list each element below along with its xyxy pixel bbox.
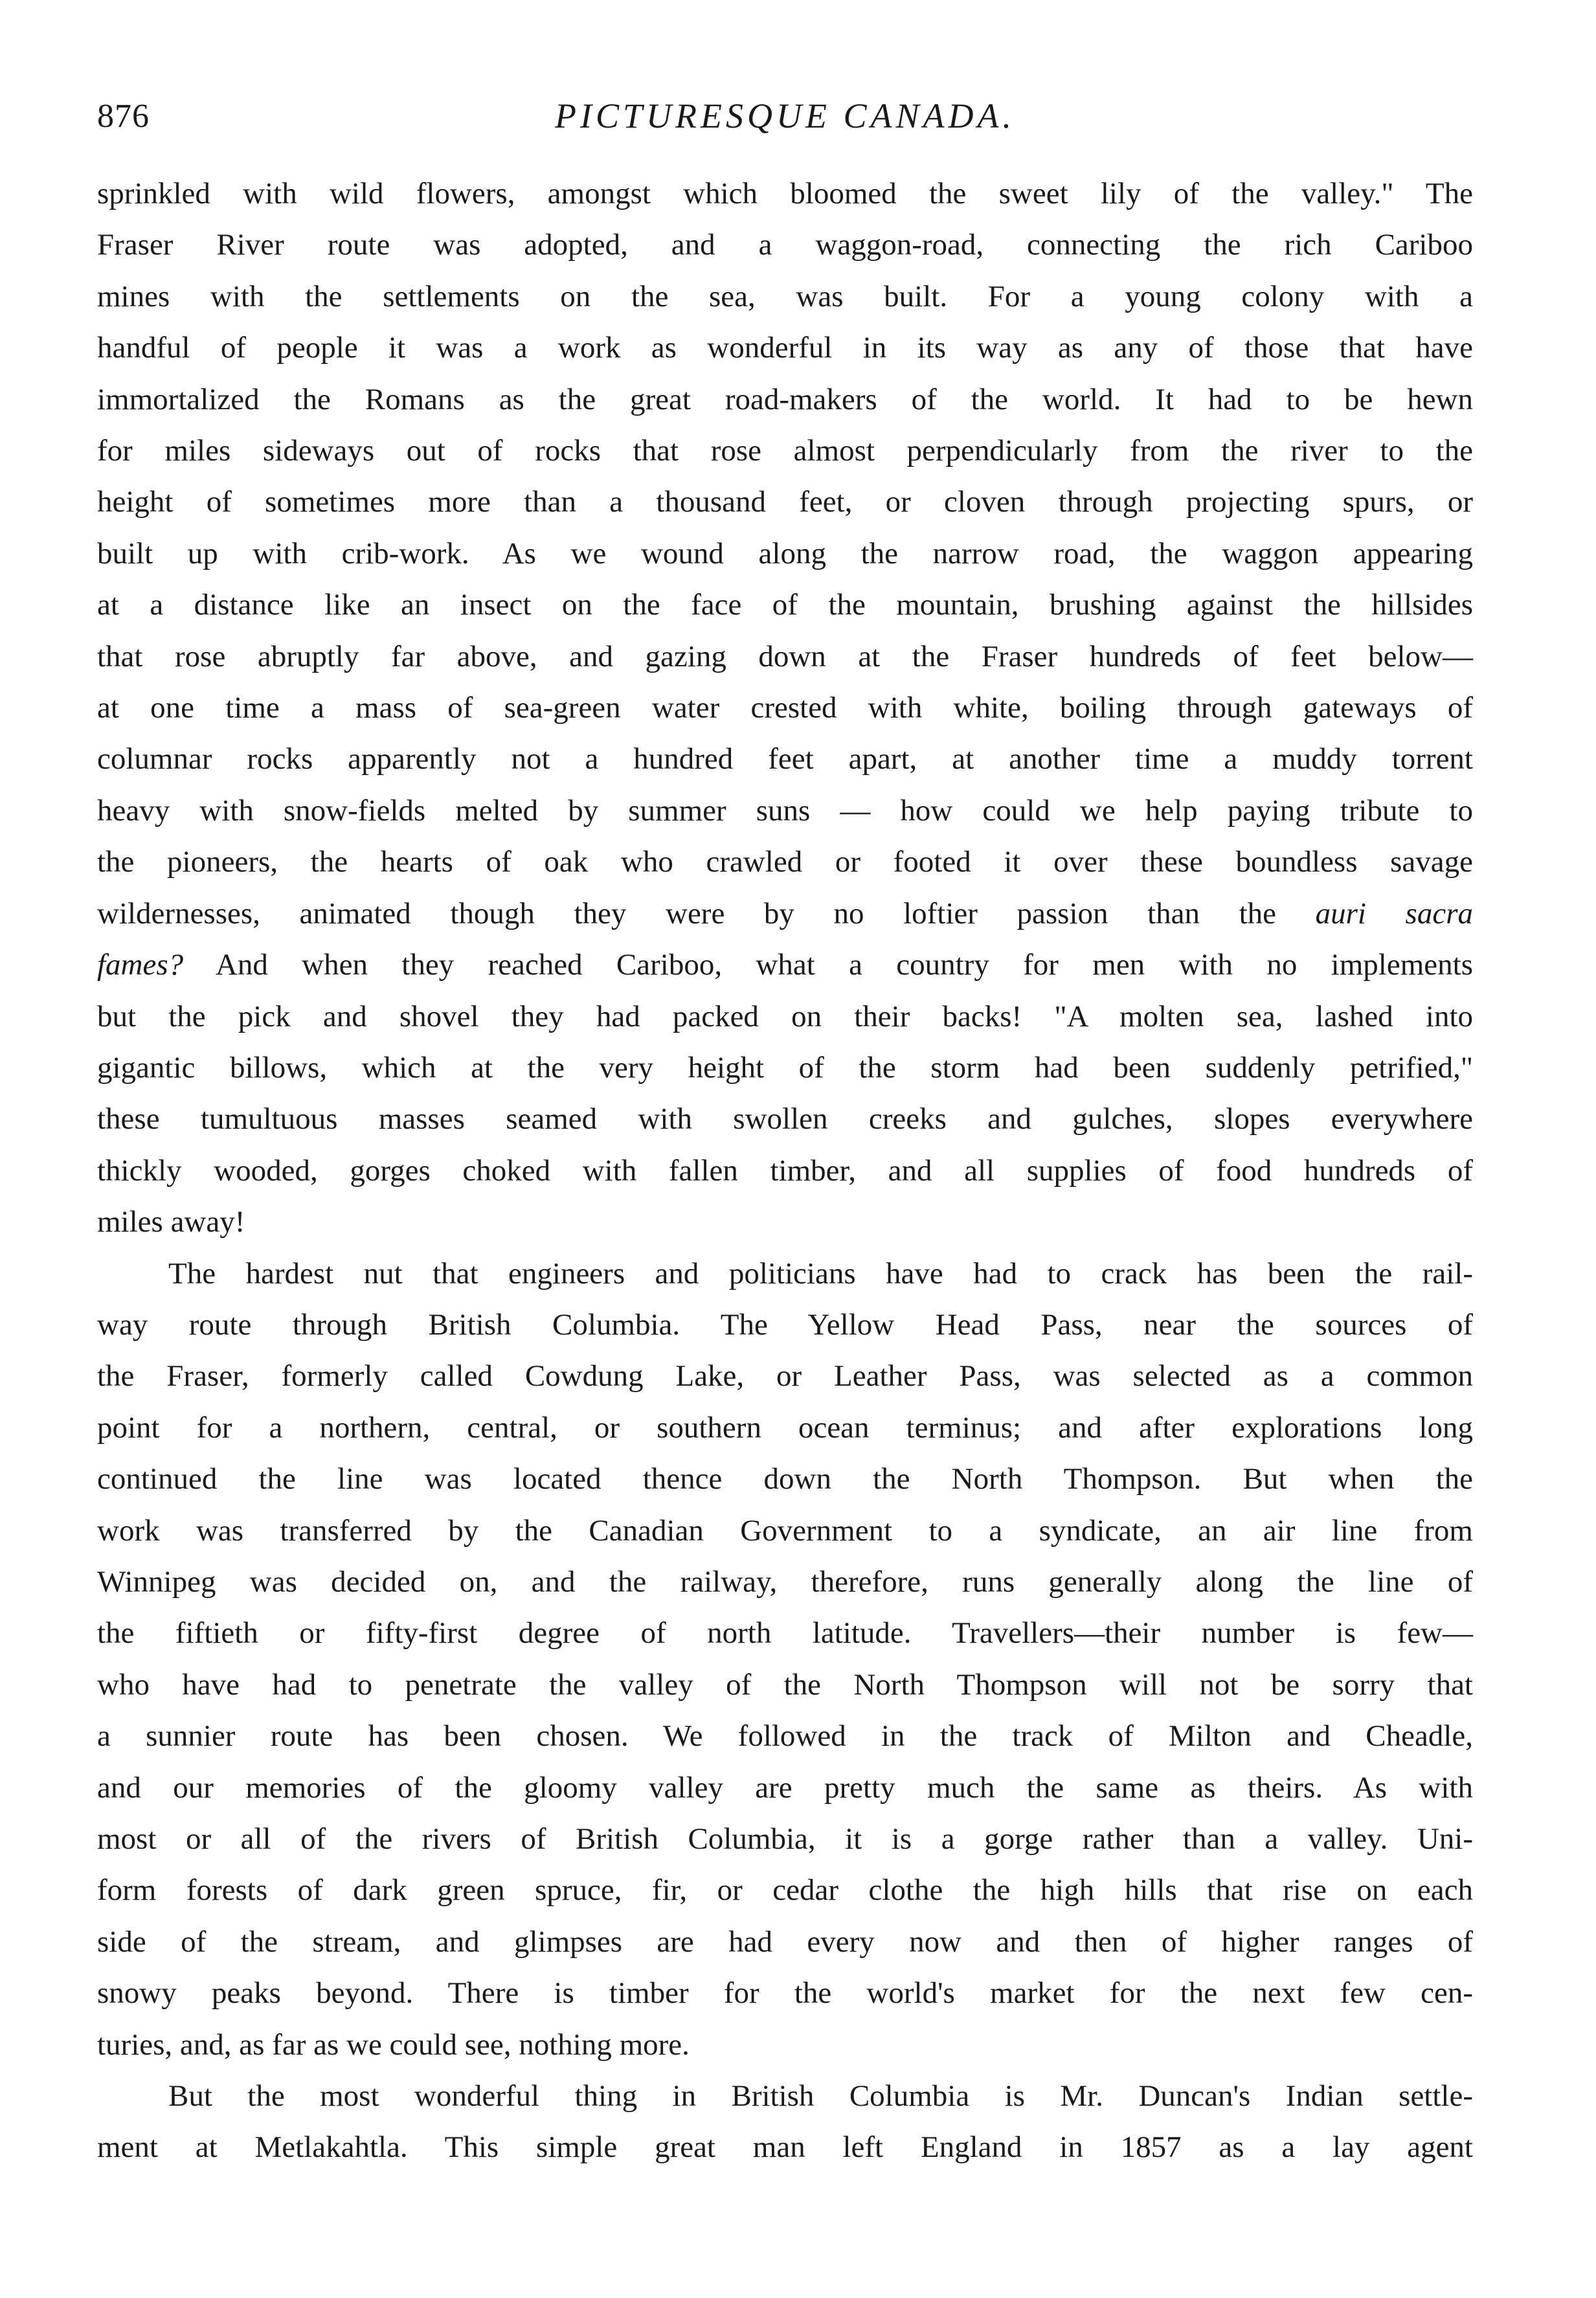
text-line: height of sometimes more than a thousand feet, or cloven through projecting spurs, or: [97, 485, 1473, 519]
paragraph-1: [97, 168, 1473, 1248]
text-line: that rose abruptly far above, and gazing down at the Fraser hundreds of feet below—: [97, 639, 1473, 673]
text-line: who have had to penetrate the valley of the North Thompson will not be sorry that: [97, 1667, 1473, 1702]
text-line: work was transferred by the Canadian Government to a syndicate, an air line from: [97, 1513, 1473, 1548]
text-line: a sunnier route has been chosen. We followed in the track of Milton and Cheadle,: [97, 1719, 1473, 1753]
body-text: [97, 168, 1473, 2174]
paragraph-2: [97, 1248, 1473, 2071]
running-title: PICTURESQUE CANADA.: [555, 96, 1015, 135]
text-line: columnar rocks apparently not a hundred feet apart, at another time a muddy torrent: [97, 742, 1473, 776]
text-line: side of the stream, and glimpses are had every now and then of higher ranges of: [97, 1924, 1473, 1959]
text-line: continued the line was located thence down the North Thompson. But when the: [97, 1462, 1473, 1496]
text-line: at a distance like an insect on the face of the mountain, brushing against the hillsides: [97, 588, 1473, 622]
text-line: and our memories of the gloomy valley are pretty much the same as theirs. As with: [97, 1770, 1473, 1805]
text-line: snowy peaks beyond. There is timber for the world's market for the next few cen-: [97, 1976, 1473, 2011]
page-number: 876: [97, 98, 150, 135]
text-line: the Fraser, formerly called Cowdung Lake, or Leather Pass, was selected as a common: [97, 1359, 1473, 1393]
text-line: immortalized the Romans as the great road-makers of the world. It had to be hewn: [97, 382, 1473, 416]
text-line: turies, and, as far as we could see, nothing more.: [97, 2027, 690, 2062]
text-line: most or all of the rivers of British Columbia, it is a gorge rather than a valley. Uni-: [97, 1822, 1473, 1856]
text-line: handful of people it was a work as wonderful in its way as any of those that have: [97, 331, 1473, 365]
text-line: miles away!: [97, 1205, 245, 1239]
line-text: And when they reached Cariboo, what a country for men with no implements: [215, 948, 1473, 982]
text-line: the fiftieth or fifty-first degree of north latitude. Travellers—their number is few—: [97, 1616, 1473, 1650]
line-text: wildernesses, animated though they were by no loftier passion than the: [97, 896, 1277, 930]
text-line: Fraser River route was adopted, and a waggon-road, connecting the rich Cariboo: [97, 228, 1473, 262]
text-line: heavy with snow-fields melted by summer suns — how could we help paying tribute to: [97, 793, 1473, 828]
text-line: gigantic billows, which at the very height of the storm had been suddenly petrified,": [97, 1050, 1473, 1085]
text-line: the pioneers, the hearts of oak who crawled or footed it over these boundless savage: [97, 845, 1473, 879]
text-line: But the most wonderful thing in British Columbia is Mr. Duncan's Indian settle-: [168, 2079, 1473, 2113]
text-line: at one time a mass of sea-green water crested with white, boiling through gateways of: [97, 691, 1473, 725]
text-line: mines with the settlements on the sea, was built. For a young colony with a: [97, 279, 1473, 313]
text-line: point for a northern, central, or southern ocean terminus; and after explorations long: [97, 1410, 1473, 1445]
text-line: but the pick and shovel they had packed on their backs! "A molten sea, lashed into: [97, 999, 1473, 1033]
italic-phrase: fames?: [97, 948, 184, 982]
text-line: thickly wooded, gorges choked with fallen timber, and all supplies of food hundreds of: [97, 1153, 1473, 1188]
text-line-with-italic: [97, 888, 1473, 940]
text-line: form forests of dark green spruce, fir, or cedar clothe the high hills that rise on each: [97, 1873, 1473, 1908]
running-head: [97, 84, 1473, 142]
paragraph-3: [97, 2071, 1473, 2174]
text-line-with-italic: [97, 940, 1473, 991]
text-line: sprinkled with wild flowers, amongst which bloomed the sweet lily of the valley." The: [97, 177, 1473, 210]
text-line: for miles sideways out of rocks that rose almost perpendicularly from the river to the: [97, 434, 1473, 468]
text-line: ment at Metlakahtla. This simple great man left England in 1857 as a lay agent: [97, 2130, 1473, 2165]
text-line: Winnipeg was decided on, and the railway, therefore, runs generally along the line of: [97, 1564, 1473, 1599]
italic-phrase: auri sacra: [1315, 896, 1474, 930]
page: [97, 84, 1473, 2208]
text-line: these tumultuous masses seamed with swollen creeks and gulches, slopes everywhere: [97, 1102, 1473, 1136]
text-line: way route through British Columbia. The Yellow Head Pass, near the sources of: [97, 1307, 1473, 1342]
text-line: The hardest nut that engineers and politicians have had to crack has been the rail-: [168, 1256, 1473, 1290]
text-line: built up with crib-work. As we wound along the narrow road, the waggon appearing: [97, 536, 1473, 570]
